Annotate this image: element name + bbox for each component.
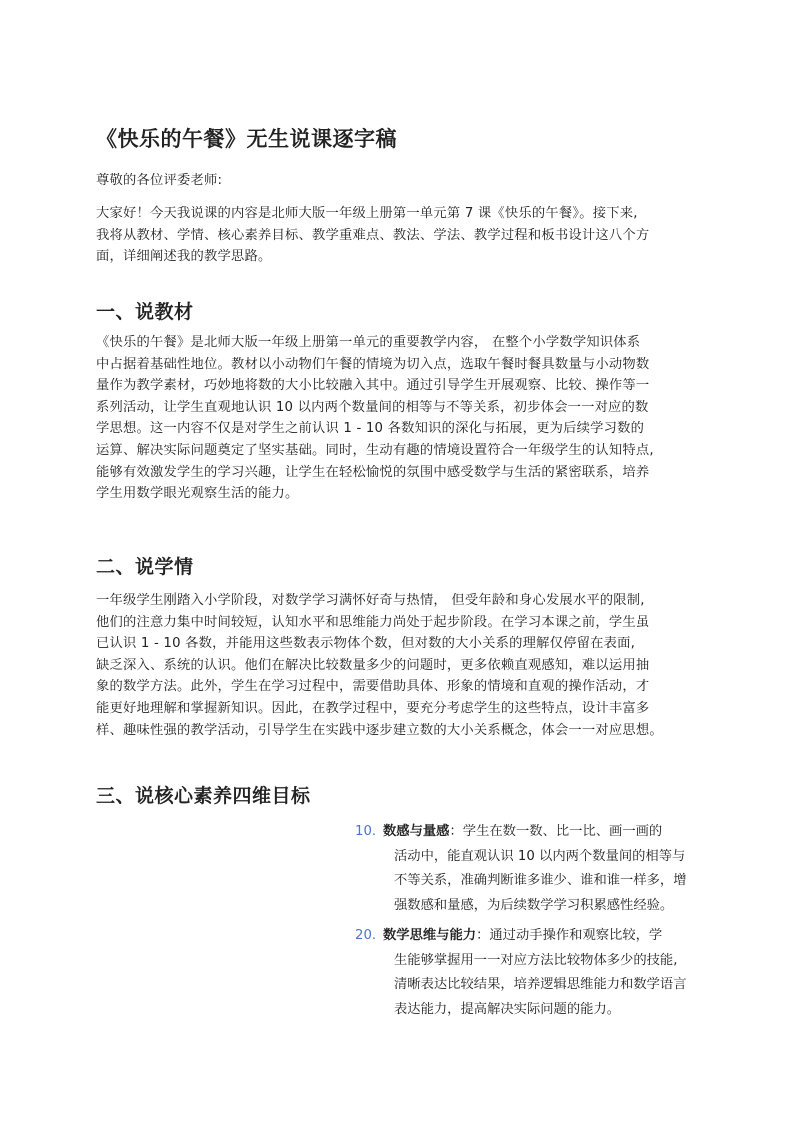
paragraph-line: 能够有效激发学生的学习兴趣，让学生在轻松愉悦的氛围中感受数学与生活的紧密联系，培养 — [96, 464, 650, 480]
paragraph-line: 缺乏深入、系统的认识。他们在解决比较数量多少的问题时，更多依赖直观感知，难以运用抽 — [96, 657, 650, 673]
objective-first-text: ：学生在数一数、比一比、画一画的 — [449, 824, 663, 839]
paragraph-line: 中占据着基础性地位。教材以小动物们午餐的情境为切入点，选取午餐时餐具数量与小动物数 — [96, 356, 650, 372]
objective-line: 活动中，能直观认识 10 以内两个数量间的相等与 — [394, 848, 686, 864]
objective-line: 清晰表达比较结果，培养逻辑思维能力和数学语言 — [394, 977, 687, 993]
list-number: 10. — [355, 824, 377, 839]
paragraph-line: 象的数学方法。此外，学生在学习过程中，需要借助具体、形象的情境和直观的操作活动，才 — [96, 679, 650, 695]
section-heading-textbook: 一、说教材 — [96, 301, 194, 323]
objective-line: 表达能力，提高解决实际问题的能力。 — [394, 1001, 621, 1017]
textbook-paragraph — [96, 332, 708, 505]
paragraph-line: 一年级学生刚踏入小学阶段，对数学学习满怀好奇与热情， 但受年龄和身心发展水平的限制, — [96, 593, 645, 608]
objective-first-line — [383, 820, 723, 845]
objective-term: 数感与量感 — [383, 824, 450, 839]
paragraph-line: 面，详细阐述我的教学思路。 — [96, 249, 272, 265]
paragraph-line: 他们的注意力集中时间较短，认知水平和思维能力尚处于起步阶段。在学习本课之前，学生虽 — [96, 614, 650, 630]
paragraph-line: 《快乐的午餐》是北师大版一年级上册第一单元的重要教学内容， 在整个小学数学知识体系 — [96, 335, 641, 350]
document-title: 《快乐的午餐》无生说课逐字稿 — [96, 127, 397, 151]
section-heading-students: 二、说学情 — [96, 556, 194, 578]
objective-first-line — [383, 924, 723, 949]
paragraph-line: 样、趣味性强的教学活动，引导学生在实践中逐步建立数的大小关系概念，体会一一对应思想。 — [96, 722, 663, 738]
objective-first-text: ：通过动手操作和观察比较，学 — [476, 928, 663, 943]
objective-line: 生能够掌握用一一对应方法比较物体多少的技能, — [394, 952, 678, 968]
paragraph-line: 已认识 1 - 10 各数，并能用这些数表示物体个数，但对数的大小关系的理解仅停留在表面, — [96, 636, 635, 652]
paragraph-line: 学思想。这一内容不仅是对学生之前认识 1 - 10 各数知识的深化与拓展，更为后续学习数的 — [96, 421, 645, 437]
paragraph-line: 我将从教材、学情、核心素养目标、教学重难点、教法、学法、教学过程和板书设计这八个方 — [96, 227, 650, 243]
paragraph-line: 运算、解决实际问题奠定了坚实基础。同时，生动有趣的情境设置符合一年级学生的认知特点, — [96, 442, 654, 458]
objective-text — [383, 924, 723, 1022]
students-paragraph — [96, 590, 708, 741]
paragraph-line: 大家好！今天我说课的内容是北师大版一年级上册第一单元第 7 课《快乐的午餐》。接下来, — [96, 206, 638, 221]
objective-text — [383, 820, 723, 918]
objective-term: 数学思维与能力 — [383, 928, 477, 943]
greeting-line: 尊敬的各位评委老师: — [96, 173, 223, 188]
objective-line: 强数感和量感，为后续数学学习积累感性经验。 — [394, 897, 674, 913]
objective-line: 不等关系，准确判断谁多谁少、谁和谁一样多，增 — [394, 873, 687, 889]
list-number: 20. — [355, 928, 377, 943]
paragraph-line: 能更好地理解和掌握新知识。因此，在教学过程中，要充分考虑学生的这些特点，设计丰富多 — [96, 700, 650, 716]
intro-paragraph — [96, 203, 708, 268]
section-heading-objectives: 三、说核心素养四维目标 — [96, 785, 311, 807]
greeting — [96, 170, 708, 192]
paragraph-line: 学生用数学眼光观察生活的能力。 — [96, 486, 299, 502]
paragraph-line: 量作为教学素材，巧妙地将数的大小比较融入其中。通过引导学生开展观察、比较、操作等一 — [96, 378, 650, 394]
paragraph-line: 系列活动，让学生直观地认识 10 以内两个数量间的相等与不等关系，初步体会一一对应的数 — [96, 399, 649, 415]
